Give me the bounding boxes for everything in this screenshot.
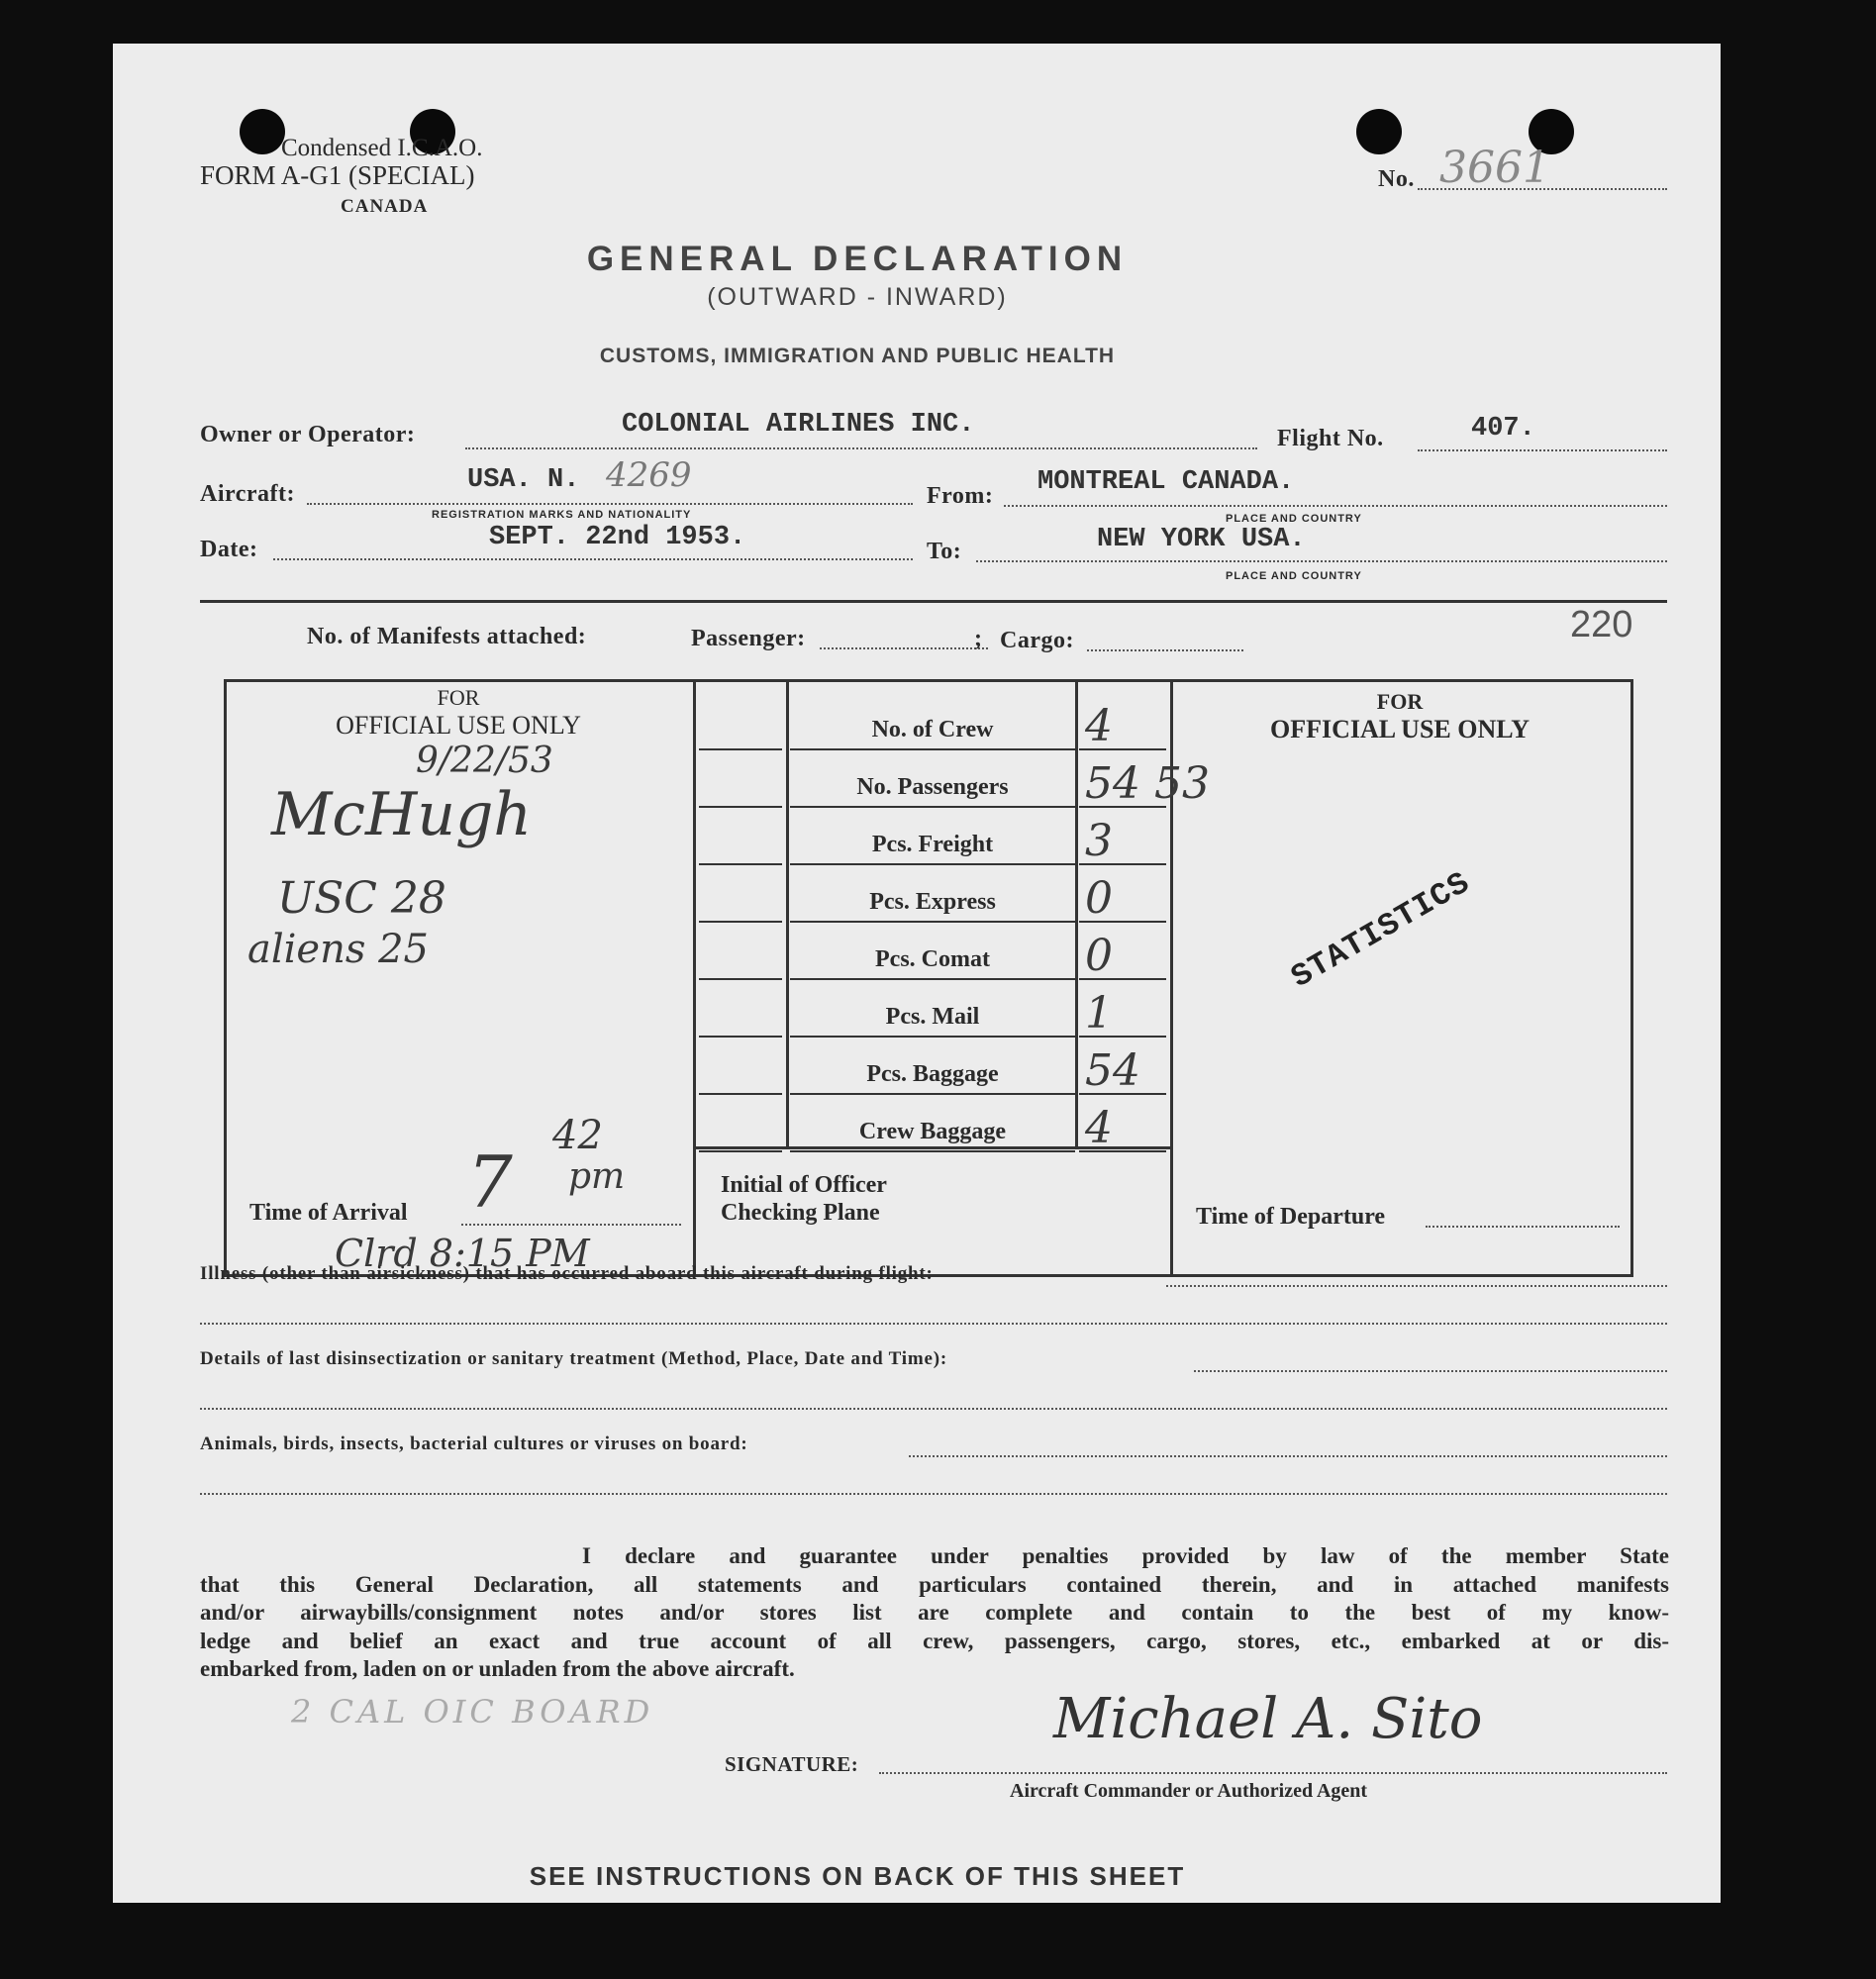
declaration-line: embarked from, laden on or unladen from the above aircraft.	[200, 1656, 795, 1681]
count-row-line	[1079, 921, 1166, 923]
from-caption: PLACE AND COUNTRY	[1226, 513, 1362, 525]
commander-signature: Michael A. Sito	[1053, 1687, 1483, 1751]
officer-initial-label: Initial of Officer	[721, 1172, 887, 1198]
declaration-line: ledge and belief an exact and true account of all crew, passengers, cargo, stores, etc., embarked at or dis-	[200, 1628, 1669, 1653]
officer-checking-label: Checking Plane	[721, 1200, 880, 1226]
footer-instructions: SEE INSTRUCTIONS ON BACK OF THIS SHEET	[529, 1861, 1186, 1891]
aircraft-label: Aircraft:	[200, 481, 295, 507]
animals-line	[909, 1455, 1667, 1457]
illness-label: Illness (other than airsickness) that has occurred aboard this aircraft during flight:	[200, 1263, 934, 1284]
manifest-cargo-label: Cargo:	[1000, 628, 1074, 653]
handwritten-aliens-count: aliens 25	[247, 927, 430, 972]
manifest-passenger-line	[820, 647, 988, 649]
count-label: No. of Crew	[871, 717, 994, 742]
count-row-line	[790, 1093, 1075, 1095]
animals-label: Animals, birds, insects, bacterial cultures or viruses on board:	[200, 1434, 748, 1454]
arrival-time-hour: 7	[467, 1140, 513, 1224]
page-title: GENERAL DECLARATION	[586, 240, 1129, 278]
count-row-line	[790, 1150, 1075, 1152]
form-country: CANADA	[341, 196, 429, 217]
count-value: 4	[1085, 1103, 1113, 1153]
count-row-line	[1079, 1150, 1166, 1152]
count-row-line	[699, 1036, 782, 1038]
count-label: Pcs. Baggage	[866, 1061, 999, 1087]
count-label: No. Passengers	[856, 774, 1009, 800]
date-value: SEPT. 22nd 1953.	[489, 523, 746, 552]
declaration-sheet	[113, 44, 1721, 1903]
signature-line	[879, 1772, 1667, 1774]
header-divider	[200, 600, 1667, 603]
to-caption: PLACE AND COUNTRY	[1226, 570, 1362, 582]
count-row-line	[790, 1036, 1075, 1038]
grid-divider	[1075, 679, 1078, 1146]
count-value: 54 53	[1085, 758, 1210, 809]
flight-line	[1418, 449, 1667, 451]
faint-pencil-note: 2 CAL OIC BOARD	[291, 1693, 654, 1731]
count-row-line	[790, 921, 1075, 923]
from-value: MONTREAL CANADA.	[1037, 467, 1295, 497]
count-value: 4	[1085, 701, 1113, 751]
aircraft-caption: REGISTRATION MARKS AND NATIONALITY	[432, 509, 692, 521]
count-row-line	[699, 1093, 782, 1095]
declaration-text	[200, 1542, 1669, 1684]
count-row-line	[790, 978, 1075, 980]
aircraft-value: USA. N.	[467, 465, 580, 495]
grid-divider	[693, 679, 696, 1275]
official-right-for: FOR	[1376, 689, 1424, 714]
count-label: Pcs. Freight	[871, 832, 994, 857]
count-label: Pcs. Express	[869, 889, 996, 915]
date-line	[273, 558, 913, 560]
count-label: Pcs. Comat	[875, 946, 990, 972]
statistics-stamp: STATISTICS	[1285, 863, 1477, 997]
count-row-line	[699, 921, 782, 923]
count-row-line	[1079, 748, 1166, 750]
to-line	[976, 560, 1667, 562]
form-designation-line1: Condensed I.C.A.O.	[281, 135, 483, 161]
page-subtitle: (OUTWARD - INWARD)	[707, 283, 1008, 311]
arrival-time-label: Time of Arrival	[249, 1200, 408, 1226]
count-row-line	[1079, 806, 1166, 808]
count-row-line	[699, 806, 782, 808]
form-number-value: 3661	[1439, 143, 1550, 193]
handwritten-clearance-note: Clrd 8:15 PM	[335, 1232, 590, 1275]
declaration-line: I declare and guarantee under penalties provided by law of the member State	[582, 1543, 1669, 1568]
manifest-separator: ;	[974, 626, 983, 651]
count-row-line	[790, 748, 1075, 750]
illness-line	[1166, 1285, 1667, 1287]
count-value: 0	[1085, 931, 1113, 981]
handwritten-date: 9/22/53	[416, 741, 553, 781]
count-row-line	[1079, 863, 1166, 865]
count-label: Pcs. Mail	[885, 1004, 980, 1030]
count-row-line	[790, 806, 1075, 808]
departure-time-label: Time of Departure	[1196, 1204, 1386, 1230]
animals-line-2	[200, 1493, 1667, 1495]
count-row-line	[1079, 1093, 1166, 1095]
count-row-line	[1079, 978, 1166, 980]
owner-line	[465, 447, 1257, 449]
flight-value: 407.	[1471, 414, 1535, 444]
count-row-line	[699, 863, 782, 865]
arrival-time-minutes: 42	[552, 1113, 603, 1158]
form-designation-line2: FORM A-G1 (SPECIAL)	[200, 160, 475, 190]
count-value: 3	[1085, 816, 1113, 866]
form-number-label: No.	[1378, 166, 1415, 192]
manifest-passenger-label: Passenger:	[691, 626, 806, 651]
aircraft-number-handwritten: 4269	[606, 455, 692, 495]
manifests-label: No. of Manifests attached:	[307, 624, 587, 649]
disinsectization-label: Details of last disinsectization or sanitary treatment (Method, Place, Date and Time):	[200, 1348, 947, 1369]
stamped-number: 220	[1570, 604, 1633, 645]
from-line	[1004, 505, 1667, 507]
aircraft-line	[307, 503, 913, 505]
official-left-for: FOR	[437, 685, 480, 710]
punch-hole	[240, 109, 285, 154]
owner-label: Owner or Operator:	[200, 422, 416, 447]
arrival-time-line	[461, 1224, 681, 1226]
manifest-cargo-line	[1087, 649, 1243, 651]
count-row-line	[699, 1150, 782, 1152]
declaration-line: that this General Declaration, all statements and particulars contained therein, and in attached manifests	[200, 1571, 1669, 1597]
declaration-line: and/or airwaybills/consignment notes and/or stores list are complete and contain to the best of my know-	[200, 1600, 1669, 1625]
official-left-title: OFFICIAL USE ONLY	[336, 711, 581, 740]
disinsectization-line	[1194, 1370, 1667, 1372]
date-label: Date:	[200, 537, 258, 562]
from-label: From:	[927, 483, 994, 509]
handwritten-citizens-count: USC 28	[277, 873, 446, 924]
page-subtitle-2: CUSTOMS, IMMIGRATION AND PUBLIC HEALTH	[599, 345, 1116, 367]
grid-divider	[786, 679, 789, 1146]
count-value: 0	[1085, 873, 1113, 924]
signature-label: SIGNATURE:	[725, 1752, 859, 1776]
count-row-line	[699, 978, 782, 980]
to-label: To:	[927, 539, 962, 564]
count-row-line	[699, 748, 782, 750]
owner-value: COLONIAL AIRLINES INC.	[622, 410, 975, 440]
handwritten-inspector-name: McHugh	[271, 780, 533, 849]
count-value: 54	[1085, 1045, 1140, 1096]
count-label: Crew Baggage	[858, 1119, 1007, 1144]
arrival-time-pm: pm	[568, 1156, 626, 1197]
punch-hole	[1356, 109, 1402, 154]
count-value: 1	[1085, 988, 1113, 1039]
departure-time-line	[1426, 1226, 1620, 1228]
official-right-title: OFFICIAL USE ONLY	[1270, 715, 1530, 743]
illness-line-2	[200, 1323, 1667, 1325]
flight-label: Flight No.	[1277, 426, 1384, 451]
signature-caption: Aircraft Commander or Authorized Agent	[1010, 1780, 1368, 1802]
count-row-line	[1079, 1036, 1166, 1038]
to-value: NEW YORK USA.	[1097, 525, 1306, 554]
count-row-line	[790, 863, 1075, 865]
disinsectization-line-2	[200, 1408, 1667, 1410]
